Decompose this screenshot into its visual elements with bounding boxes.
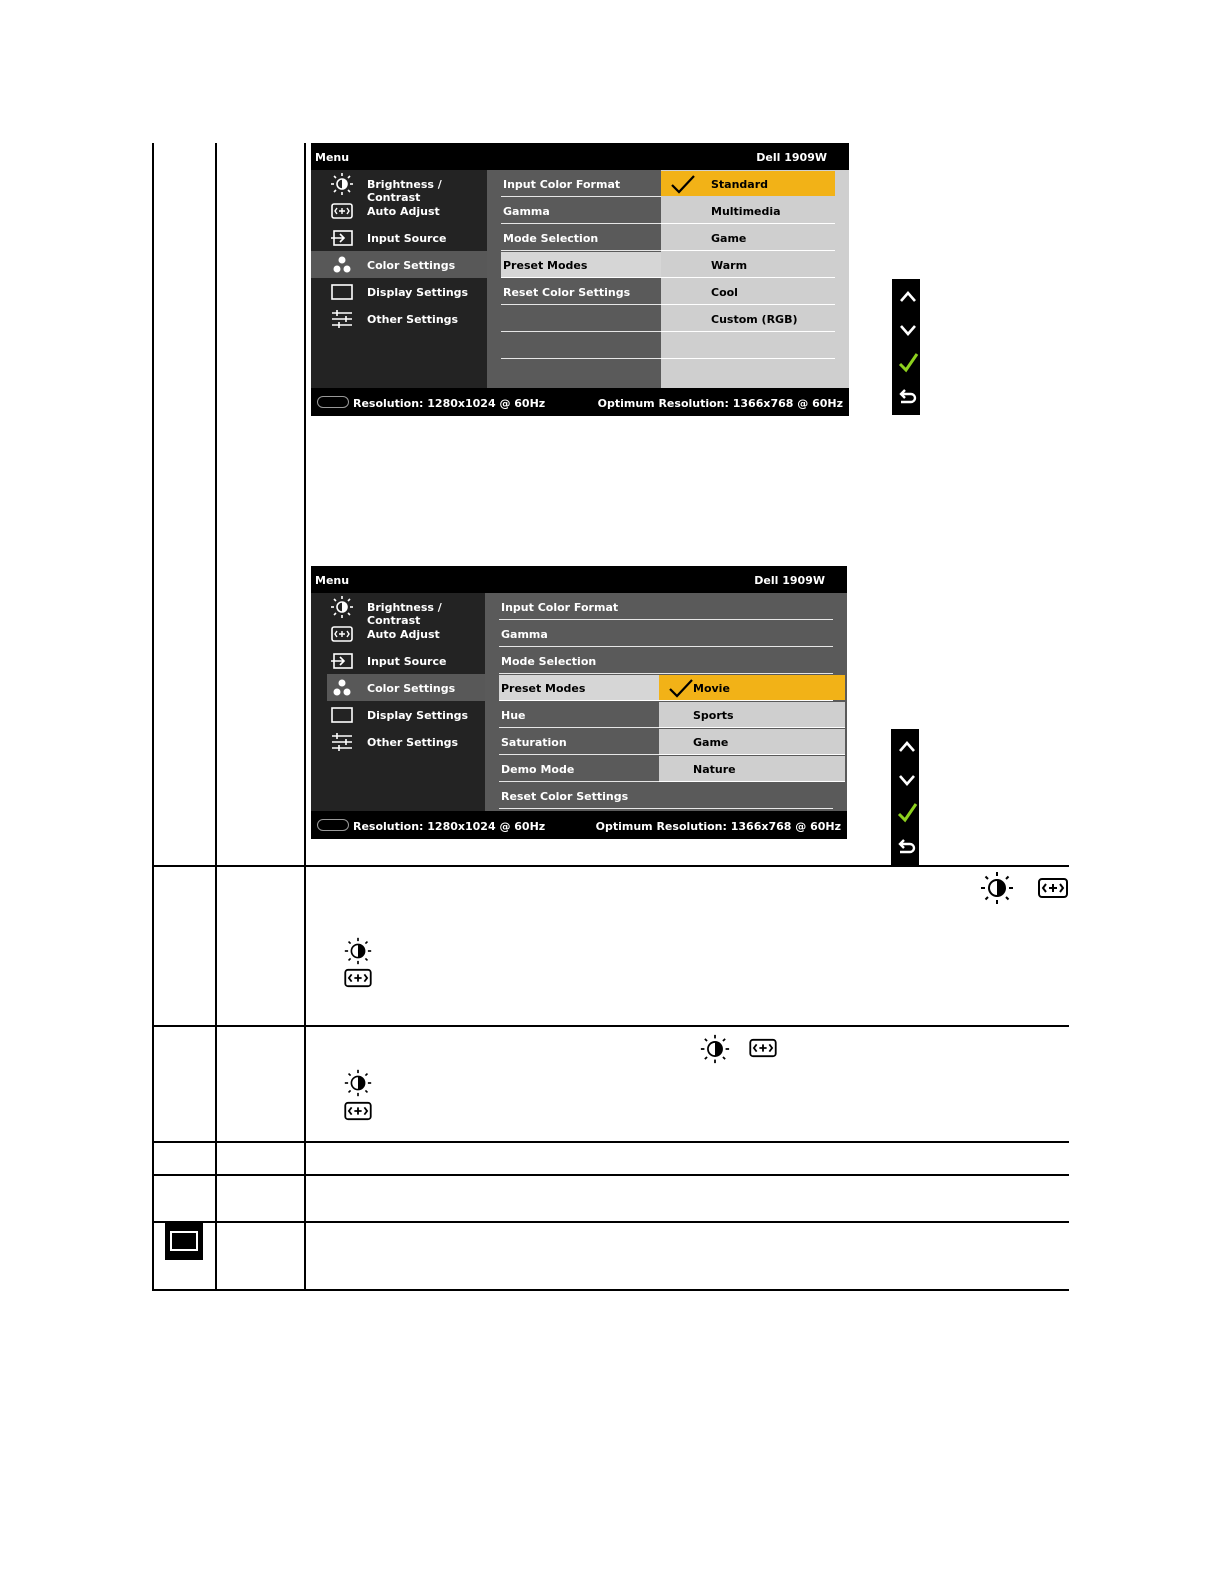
main-menu-item[interactable] <box>311 647 487 674</box>
vga-connector-icon <box>317 396 349 408</box>
osd-resolution: Resolution: 1280x1024 @ 60Hz <box>353 397 546 410</box>
osd-model-name: Dell 1909W <box>756 151 827 164</box>
sub-menu-item[interactable] <box>501 198 661 224</box>
sub-menu-item[interactable] <box>501 252 661 278</box>
main-menu-item[interactable] <box>311 620 487 647</box>
display-settings-icon <box>329 704 355 726</box>
osd-nav-buttons <box>891 729 919 865</box>
option-item[interactable] <box>659 675 845 700</box>
option-item-label: Standard <box>711 178 769 191</box>
main-menu-item[interactable] <box>311 224 487 251</box>
osd-main-menu <box>311 170 487 388</box>
osd-menu-title: Menu <box>315 574 350 587</box>
other-settings-icon <box>329 731 355 753</box>
sub-menu-item-label: Input Color Format <box>501 601 619 614</box>
input-source-icon <box>329 650 355 672</box>
brightness-icon <box>329 173 355 195</box>
option-item[interactable] <box>661 279 835 305</box>
option-item-label: Sports <box>693 709 734 722</box>
option-item[interactable] <box>659 702 845 728</box>
option-item[interactable] <box>661 171 835 196</box>
display-settings-icon <box>165 1222 203 1260</box>
sub-menu-item[interactable] <box>501 306 661 332</box>
table-row-divider <box>152 865 1069 867</box>
osd-header <box>311 143 849 170</box>
main-menu-item-label: Auto Adjust <box>367 628 440 641</box>
auto-adjust-icon <box>329 200 355 222</box>
option-item-label: Nature <box>693 763 736 776</box>
main-menu-item-label: Other Settings <box>367 736 459 749</box>
sub-menu-item-label: Mode Selection <box>503 232 599 245</box>
vga-connector-icon <box>317 819 349 831</box>
table-row-divider <box>152 1025 1069 1027</box>
sub-menu-item-label: Reset Color Settings <box>503 286 631 299</box>
color-settings-icon <box>329 677 355 699</box>
main-menu-item-label: Color Settings <box>367 259 456 272</box>
auto-adjust-icon <box>343 1101 373 1121</box>
osd-screenshot-preset-modes-video <box>311 566 847 839</box>
other-settings-icon <box>329 308 355 330</box>
auto-adjust-icon <box>329 623 355 645</box>
main-menu-item[interactable] <box>311 728 487 755</box>
option-item[interactable] <box>659 729 845 755</box>
sub-menu-item[interactable] <box>501 279 661 305</box>
osd-header <box>311 566 847 593</box>
table-col-divider-1 <box>215 143 217 1291</box>
option-item-label: Game <box>693 736 729 749</box>
brightness-icon <box>980 871 1014 905</box>
main-menu-item-label: Input Source <box>367 232 447 245</box>
input-source-icon <box>329 227 355 249</box>
check-icon <box>669 173 697 195</box>
osd-footer <box>311 811 847 839</box>
auto-adjust-icon <box>1037 877 1069 899</box>
osd-footer <box>311 388 849 416</box>
brightness-icon <box>344 1069 372 1097</box>
sub-menu-item[interactable] <box>501 225 661 251</box>
table-row-divider <box>152 1174 1069 1176</box>
osd-resolution: Resolution: 1280x1024 @ 60Hz <box>353 820 546 833</box>
sub-menu-item-label: Saturation <box>501 736 567 749</box>
main-menu-item[interactable] <box>311 251 487 278</box>
main-menu-item-label: Brightness / Contrast <box>367 178 442 204</box>
option-item[interactable] <box>661 252 835 278</box>
main-menu-item[interactable] <box>311 701 487 728</box>
main-menu-item[interactable] <box>311 593 487 627</box>
option-item[interactable] <box>661 333 835 359</box>
table-border-bottom <box>152 1289 1069 1291</box>
osd-screenshot-preset-modes <box>311 143 849 416</box>
main-menu-item-label: Display Settings <box>367 709 469 722</box>
main-menu-item[interactable] <box>311 305 487 332</box>
main-menu-item-label: Auto Adjust <box>367 205 440 218</box>
option-item-label: Warm <box>711 259 748 272</box>
sub-menu-item-label: Preset Modes <box>503 259 588 272</box>
color-settings-icon <box>329 254 355 276</box>
check-icon <box>667 677 695 699</box>
option-item[interactable] <box>661 198 835 224</box>
option-item[interactable] <box>661 225 835 251</box>
main-menu-item-label: Display Settings <box>367 286 469 299</box>
sub-menu-item-label: Mode Selection <box>501 655 597 668</box>
osd-value-list <box>661 170 849 388</box>
main-menu-item-label: Input Source <box>367 655 447 668</box>
osd-optimum-resolution: Optimum Resolution: 1366x768 @ 60Hz <box>597 397 843 410</box>
osd-sub-menu <box>487 170 661 388</box>
sub-menu-item-label: Reset Color Settings <box>501 790 629 803</box>
brightness-icon <box>344 937 372 965</box>
sub-menu-item-label: Demo Mode <box>501 763 575 776</box>
sub-menu-item-label: Hue <box>501 709 526 722</box>
option-item-label: Movie <box>693 682 730 695</box>
option-item-label: Multimedia <box>711 205 781 218</box>
brightness-icon <box>700 1034 730 1064</box>
main-menu-item-label: Color Settings <box>367 682 456 695</box>
main-menu-item[interactable] <box>327 674 487 701</box>
osd-optimum-resolution: Optimum Resolution: 1366x768 @ 60Hz <box>595 820 841 833</box>
option-item-label: Game <box>711 232 747 245</box>
main-menu-item-label: Other Settings <box>367 313 459 326</box>
main-menu-item-label: Brightness / Contrast <box>367 601 442 627</box>
sub-menu-item-label: Preset Modes <box>501 682 586 695</box>
auto-adjust-icon <box>343 968 373 988</box>
osd-value-list <box>659 593 847 811</box>
table-border-left <box>152 143 154 1291</box>
sub-menu-item-label: Gamma <box>503 205 550 218</box>
osd-nav-buttons <box>892 279 920 415</box>
sub-menu-item[interactable] <box>501 171 661 197</box>
table-row-divider <box>152 1221 1069 1223</box>
main-menu-item[interactable] <box>311 278 487 305</box>
osd-menu-title: Menu <box>315 151 350 164</box>
option-item[interactable] <box>661 306 835 332</box>
option-item-label: Custom (RGB) <box>711 313 798 326</box>
table-row-divider <box>152 1141 1069 1143</box>
brightness-icon <box>329 596 355 618</box>
sub-menu-item-label: Input Color Format <box>503 178 621 191</box>
option-item-label: Cool <box>711 286 738 299</box>
table-col-divider-2 <box>304 143 306 1291</box>
main-menu-item[interactable] <box>311 197 487 224</box>
osd-main-menu <box>311 593 485 811</box>
option-item[interactable] <box>659 756 845 782</box>
main-menu-item[interactable] <box>311 170 487 204</box>
display-settings-icon <box>329 281 355 303</box>
auto-adjust-icon <box>748 1038 778 1058</box>
sub-menu-item[interactable] <box>501 333 661 359</box>
osd-model-name: Dell 1909W <box>754 574 825 587</box>
sub-menu-item-label: Gamma <box>501 628 548 641</box>
